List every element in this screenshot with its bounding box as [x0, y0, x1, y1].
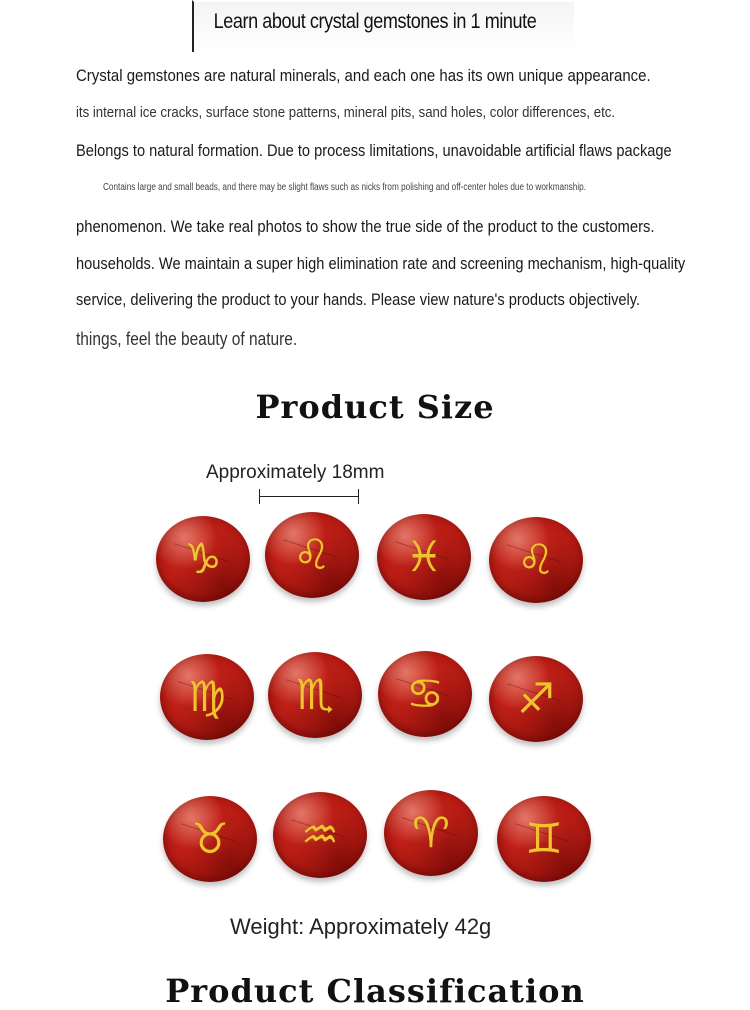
product-size-title: Product Size — [255, 388, 495, 426]
stone-7 — [378, 651, 472, 737]
stone-5 — [160, 654, 254, 740]
dimension-line — [259, 496, 359, 497]
page-title: Learn about crystal gemstones in 1 minute — [213, 10, 537, 33]
gemini-icon: ♊ — [525, 814, 563, 863]
pisces-icon: ♓ — [405, 532, 443, 581]
weight-label: Weight: Approximately 42g — [230, 914, 492, 939]
description-line-6: service, delivering the product to your hands. Please view nature's products objectively. — [76, 290, 641, 309]
stone-3 — [377, 514, 471, 600]
stone-8 — [489, 656, 583, 742]
leo-icon: ♌ — [293, 530, 331, 579]
stone-6 — [268, 652, 362, 738]
capricorn-icon: ♑ — [184, 534, 222, 583]
description-line-7: things, feel the beauty of nature. — [76, 329, 298, 349]
description-line-3: Belongs to natural formation. Due to process limitations, unavoidable artificial flaws package — [76, 141, 672, 160]
stone-4 — [489, 517, 583, 603]
cancer-icon: ♋ — [406, 669, 444, 718]
aquarius-icon: ♒ — [301, 810, 339, 859]
scorpio-icon: ♏ — [296, 670, 334, 719]
description-line-5: households. We maintain a super high elimination rate and screening mechanism, high-quality — [76, 254, 686, 273]
product-classification-title: Product Classification — [165, 972, 585, 1010]
description-line-2: its internal ice cracks, surface stone patterns, mineral pits, sand holes, color differences, etc. — [76, 104, 616, 121]
dimension-label: Approximately 18mm — [206, 462, 385, 483]
description-note: Contains large and small beads, and there may be slight flaws such as nicks from polishing and off-center holes due to workmanship. — [103, 182, 587, 193]
virgo-icon: ♍ — [188, 672, 226, 721]
stone-1 — [156, 516, 250, 602]
stone-12 — [497, 796, 591, 882]
description-line-4: phenomenon. We take real photos to show the true side of the product to the customers. — [76, 217, 655, 236]
stone-10 — [273, 792, 367, 878]
stone-2 — [265, 512, 359, 598]
stone-9 — [163, 796, 257, 882]
stone-11 — [384, 790, 478, 876]
sagittarius-icon: ♐ — [517, 674, 555, 723]
aries-icon: ♈ — [412, 808, 450, 857]
leo-icon: ♌ — [517, 535, 555, 584]
taurus-icon: ♉ — [191, 814, 229, 863]
description-line-1: Crystal gemstones are natural minerals, and each one has its own unique appearance. — [76, 66, 651, 85]
